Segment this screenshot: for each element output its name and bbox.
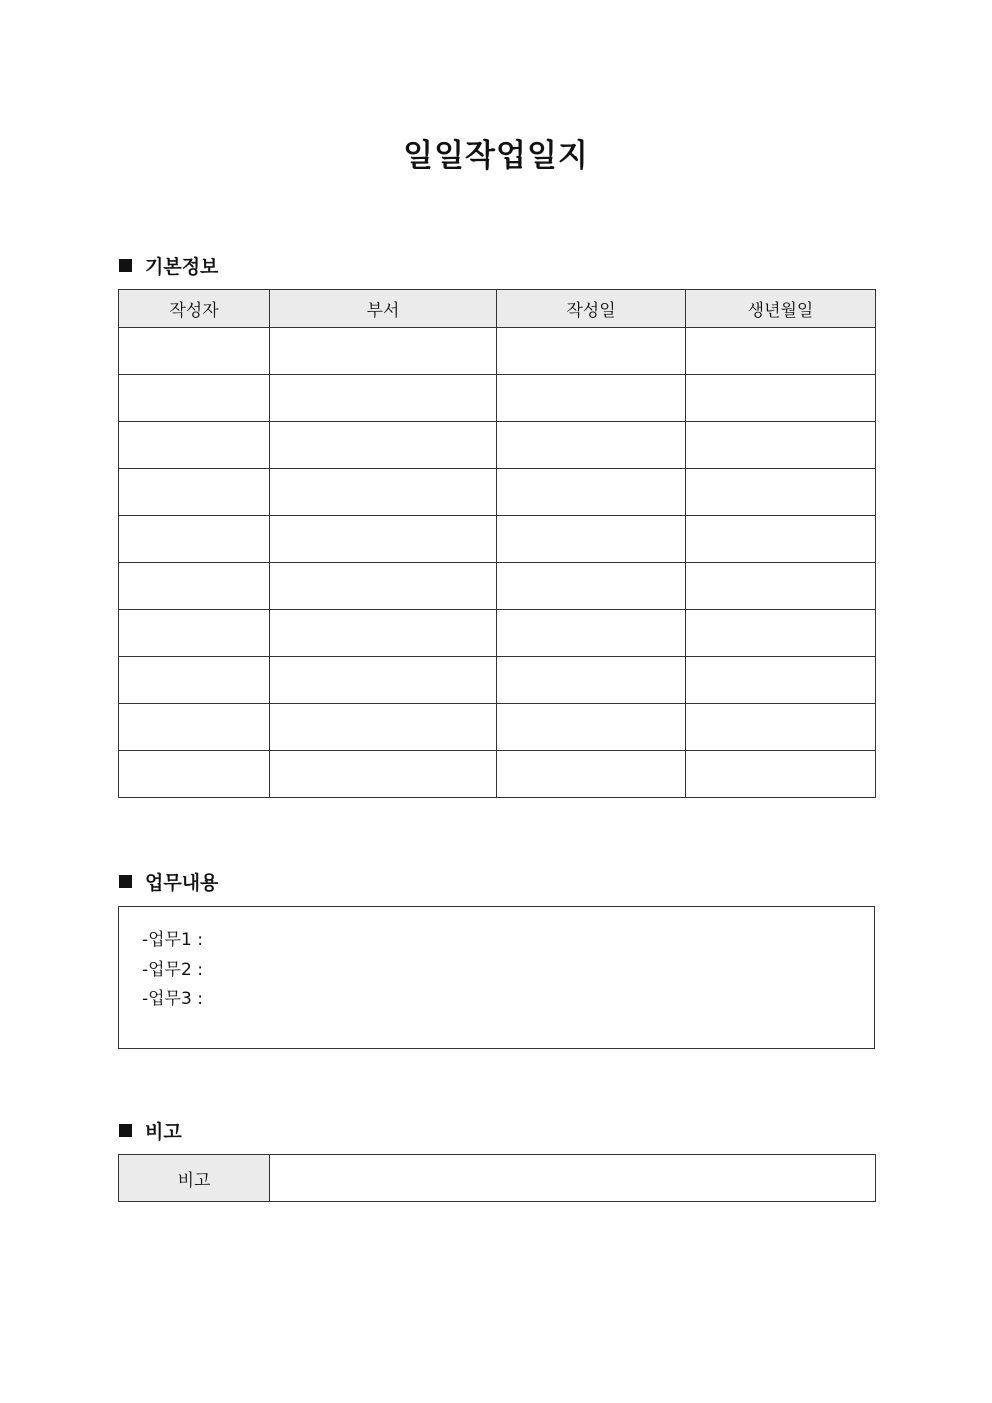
table-cell[interactable] bbox=[270, 422, 497, 469]
page-title: 일일작업일지 bbox=[403, 138, 589, 174]
table-cell[interactable] bbox=[119, 751, 270, 798]
table-row bbox=[119, 422, 876, 469]
table-cell[interactable] bbox=[497, 516, 686, 563]
table-cell[interactable] bbox=[497, 657, 686, 704]
table-cell[interactable] bbox=[686, 516, 876, 563]
table-header-row bbox=[119, 290, 876, 328]
table-row bbox=[119, 563, 876, 610]
work-content-box[interactable] bbox=[118, 906, 875, 1049]
square-bullet-icon bbox=[119, 1124, 132, 1137]
table-cell[interactable] bbox=[119, 516, 270, 563]
table-cell[interactable] bbox=[270, 751, 497, 798]
table-cell[interactable] bbox=[119, 657, 270, 704]
table-cell[interactable] bbox=[119, 704, 270, 751]
column-header-date: 작성일 bbox=[497, 290, 686, 328]
table-cell[interactable] bbox=[686, 422, 876, 469]
table-cell[interactable] bbox=[270, 657, 497, 704]
table-cell[interactable] bbox=[686, 657, 876, 704]
remarks-value-cell[interactable] bbox=[270, 1155, 876, 1202]
table-cell[interactable] bbox=[270, 704, 497, 751]
work-item-line: -업무1 : bbox=[142, 930, 203, 950]
table-cell[interactable] bbox=[686, 563, 876, 610]
basic-info-table bbox=[118, 289, 876, 798]
table-row bbox=[119, 375, 876, 422]
table-row bbox=[119, 751, 876, 798]
section-heading-basic-info bbox=[119, 253, 218, 277]
table-cell[interactable] bbox=[497, 704, 686, 751]
table-row bbox=[119, 516, 876, 563]
table-cell[interactable] bbox=[270, 469, 497, 516]
table-cell[interactable] bbox=[119, 610, 270, 657]
table-cell[interactable] bbox=[270, 563, 497, 610]
square-bullet-icon bbox=[119, 259, 132, 272]
column-header-department: 부서 bbox=[270, 290, 497, 328]
table-cell[interactable] bbox=[497, 563, 686, 610]
work-item-line: -업무3 : bbox=[142, 989, 203, 1009]
work-content-lines bbox=[142, 926, 203, 1015]
table-cell[interactable] bbox=[270, 610, 497, 657]
table-cell[interactable] bbox=[497, 469, 686, 516]
table-cell[interactable] bbox=[270, 328, 497, 375]
table-row bbox=[119, 610, 876, 657]
remarks-table bbox=[118, 1154, 876, 1202]
section-heading-work-content bbox=[119, 869, 218, 893]
column-header-author: 작성자 bbox=[119, 290, 270, 328]
table-cell[interactable] bbox=[686, 375, 876, 422]
table-cell[interactable] bbox=[686, 328, 876, 375]
table-cell[interactable] bbox=[497, 375, 686, 422]
table-row bbox=[119, 469, 876, 516]
table-row bbox=[119, 657, 876, 704]
table-row bbox=[119, 1155, 876, 1202]
work-item-line: -업무2 : bbox=[142, 959, 203, 980]
section-heading-label: 업무내용 bbox=[145, 871, 219, 894]
section-heading-label: 기본정보 bbox=[145, 255, 219, 278]
table-cell[interactable] bbox=[686, 704, 876, 751]
table-cell[interactable] bbox=[119, 422, 270, 469]
table-cell[interactable] bbox=[497, 610, 686, 657]
section-heading-remarks bbox=[119, 1118, 182, 1142]
table-cell[interactable] bbox=[270, 375, 497, 422]
table-cell[interactable] bbox=[686, 610, 876, 657]
table-row bbox=[119, 704, 876, 751]
table-cell[interactable] bbox=[497, 328, 686, 375]
table-cell[interactable] bbox=[119, 563, 270, 610]
table-row bbox=[119, 328, 876, 375]
table-cell[interactable] bbox=[497, 422, 686, 469]
remarks-label-cell: 비고 bbox=[119, 1155, 270, 1202]
section-heading-label: 비고 bbox=[145, 1120, 182, 1143]
table-cell[interactable] bbox=[270, 516, 497, 563]
table-cell[interactable] bbox=[119, 375, 270, 422]
table-cell[interactable] bbox=[686, 469, 876, 516]
table-cell[interactable] bbox=[119, 469, 270, 516]
square-bullet-icon bbox=[119, 875, 132, 888]
column-header-birthdate: 생년월일 bbox=[686, 290, 876, 328]
table-cell[interactable] bbox=[119, 328, 270, 375]
table-cell[interactable] bbox=[497, 751, 686, 798]
table-cell[interactable] bbox=[686, 751, 876, 798]
